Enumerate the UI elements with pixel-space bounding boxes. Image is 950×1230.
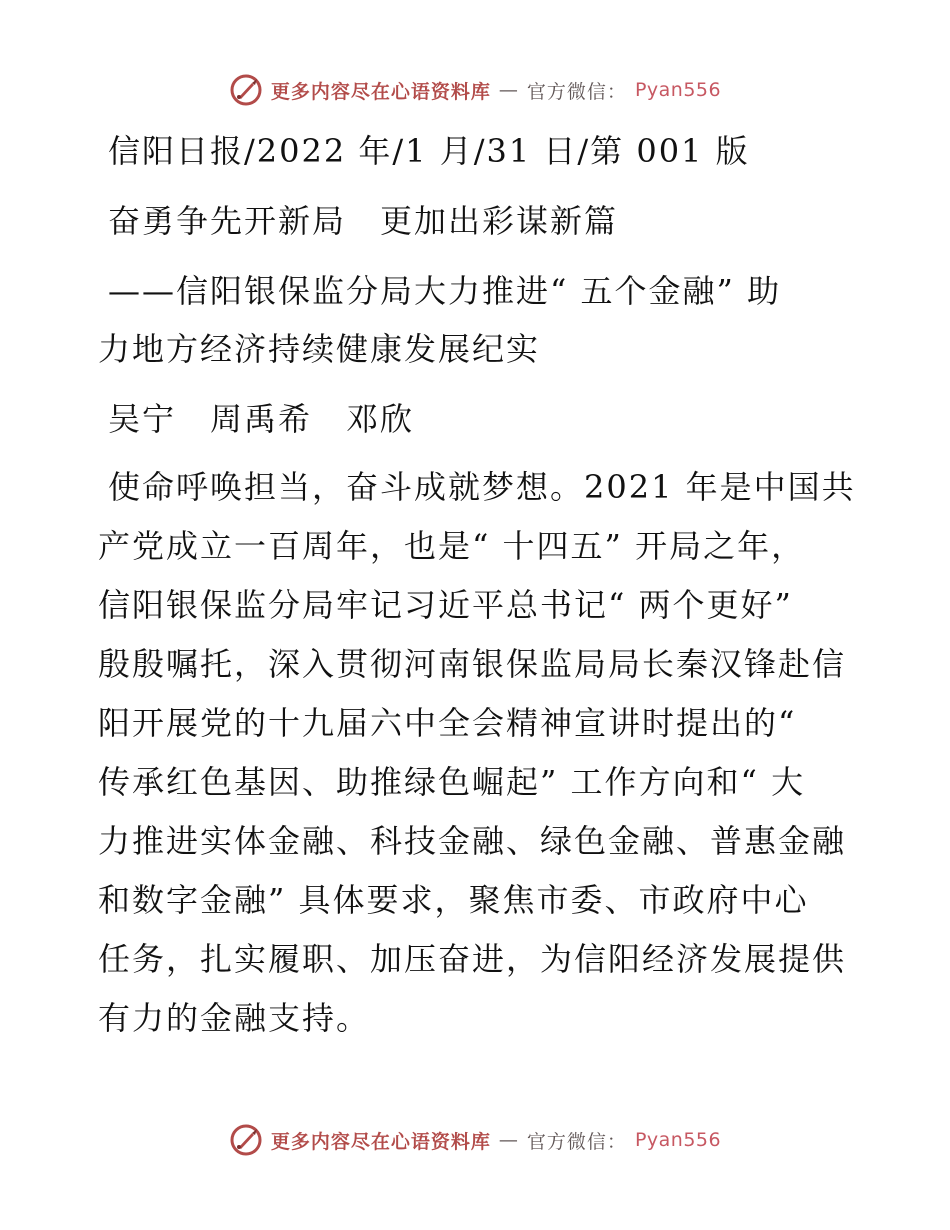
watermark-header [0, 70, 950, 110]
watermark-brand: 更多内容尽在心语资料库 [270, 80, 491, 103]
body-line-9: 任务，扎实履职、加压奋进，为信阳经济发展提供 [98, 940, 847, 978]
watermark-wechat-id: Pyan556 [634, 1129, 722, 1151]
headline: 奋勇争先开新局 更加出彩谋新篇 [108, 202, 619, 240]
watermark-brand: 更多内容尽在心语资料库 [270, 1130, 491, 1153]
body-line-10: 有力的金融支持。 [98, 999, 371, 1037]
body-line-8: 和数字金融” 具体要求，聚焦市委、市政府中心 [98, 881, 809, 919]
watermark-dash: — [498, 1129, 519, 1151]
body-line-1: 使命呼唤担当，奋斗成就梦想。2021 年是中国共 [108, 468, 856, 506]
body-line-3: 信阳银保监分局牢记习近平总书记“ 两个更好” [98, 586, 793, 624]
article-paragraph [98, 458, 858, 1048]
watermark-footer [0, 1120, 950, 1160]
body-line-7: 力推进实体金融、科技金融、绿色金融、普惠金融 [98, 822, 847, 860]
quill-logo-icon [229, 1123, 263, 1157]
quill-logo-icon [229, 73, 263, 107]
body-line-4: 殷殷嘱托，深入贯彻河南银保监局局长秦汉锋赴信 [98, 645, 847, 683]
body-line-5: 阳开展党的十九届六中全会精神宣讲时提出的“ [98, 704, 797, 742]
subtitle-line-2: 力地方经济持续健康发展纪实 [98, 330, 541, 368]
body-line-6: 传承红色基因、助推绿色崛起” 工作方向和“ 大 [98, 763, 806, 801]
document-body [98, 122, 858, 1048]
watermark-wechat-label: 官方微信： [526, 80, 627, 103]
watermark-dash: — [498, 79, 519, 101]
source-line: 信阳日报/2022 年/1 月/31 日/第 001 版 [108, 132, 750, 170]
authors: 吴宁 周禹希 邓欣 [108, 400, 415, 438]
watermark-wechat-label: 官方微信： [526, 1130, 627, 1153]
body-line-2: 产党成立一百周年，也是“ 十四五” 开局之年， [98, 527, 806, 565]
subtitle-line-1: ——信阳银保监分局大力推进“ 五个金融” 助 [108, 272, 782, 310]
watermark-wechat-id: Pyan556 [634, 79, 722, 101]
